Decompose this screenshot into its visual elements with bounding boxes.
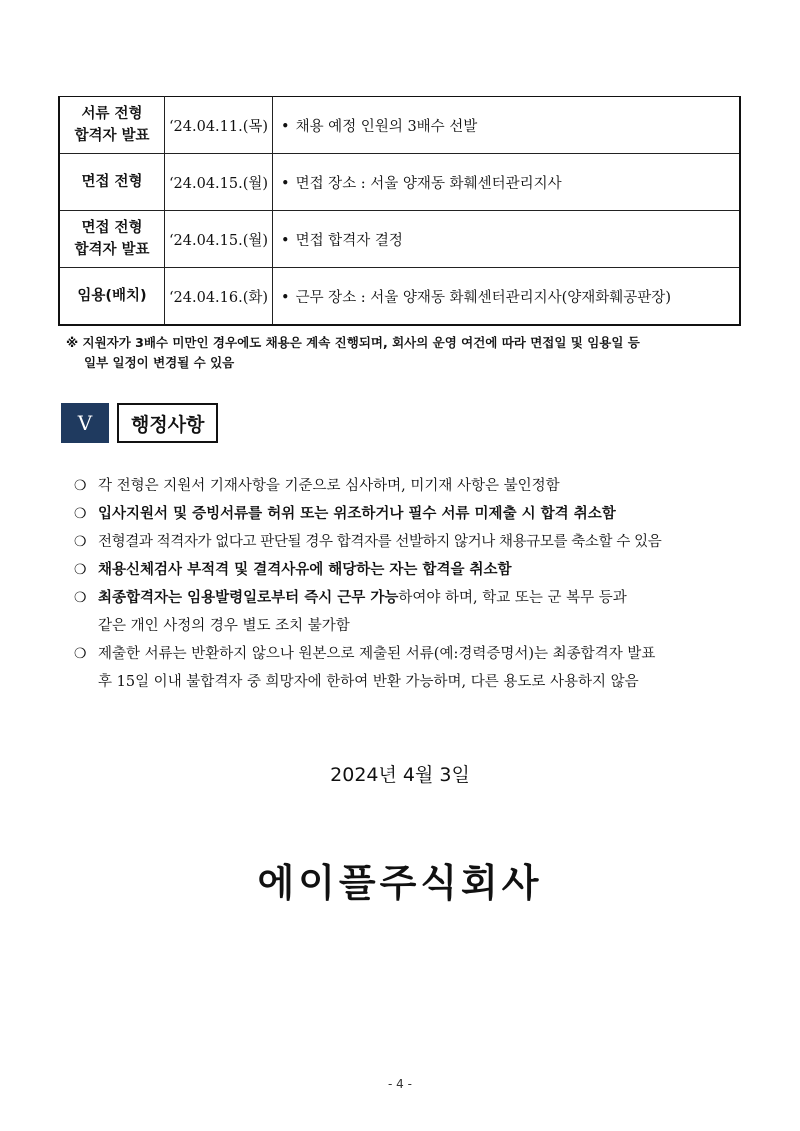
page-number: - 4 - <box>388 1077 412 1091</box>
stage-label: 합격자 발표 <box>74 128 150 144</box>
date-cell: ‘24.04.16.(화) <box>165 268 273 326</box>
item-bold-text: 최종합격자는 임용발령일로부터 즉시 근무 가능 <box>98 590 399 606</box>
description-cell <box>273 211 741 268</box>
stage-label: 임용(배치) <box>77 288 147 304</box>
bullet-icon: • <box>281 118 290 135</box>
list-item <box>74 500 754 528</box>
stage-label: 면접 전형 <box>81 220 143 236</box>
stage-cell <box>59 211 165 268</box>
description-cell <box>273 97 741 154</box>
circle-bullet-icon: ❍ <box>74 478 87 494</box>
item-text <box>98 584 754 612</box>
stage-cell <box>59 268 165 326</box>
document-date: 2024년 4월 3일 <box>330 764 470 786</box>
bullet-icon: • <box>281 175 290 192</box>
stage-label: 합격자 발표 <box>74 242 150 258</box>
section-title: 행정사항 <box>117 403 218 443</box>
item-text: 제출한 서류는 반환하지 않으나 원본으로 제출된 서류(예:경력증명서)는 최종합격자 발표 <box>98 646 656 662</box>
admin-items-list <box>74 472 754 696</box>
circle-bullet-icon: ❍ <box>74 590 87 606</box>
description-text: 면접 장소 : 서울 양재동 화훼센터관리지사 <box>295 175 562 192</box>
list-item <box>74 528 754 556</box>
section-number: V <box>61 403 109 443</box>
date-cell: ‘24.04.15.(월) <box>165 211 273 268</box>
schedule-note <box>66 333 746 373</box>
table-row <box>59 268 740 326</box>
table-row <box>59 97 740 154</box>
description-text: 면접 합격자 결정 <box>295 232 403 249</box>
circle-bullet-icon: ❍ <box>74 534 87 550</box>
item-text: 채용신체검사 부적격 및 결격사유에 해당하는 자는 합격을 취소함 <box>98 562 512 578</box>
item-rest-text: 하여야 하며, 학교 또는 군 복무 등과 <box>398 590 627 606</box>
date-cell: ‘24.04.11.(목) <box>165 97 273 154</box>
list-item <box>74 640 754 668</box>
description-cell <box>273 154 741 211</box>
item-continuation: 후 15일 이내 불합격자 중 희망자에 한하여 반환 가능하며, 다른 용도로 사용하지 않음 <box>98 674 639 690</box>
bullet-icon: • <box>281 232 290 249</box>
list-item <box>74 472 754 500</box>
item-continuation: 같은 개인 사정의 경우 별도 조치 불가함 <box>98 618 350 634</box>
stage-cell <box>59 154 165 211</box>
description-text: 채용 예정 인원의 3배수 선발 <box>295 118 478 135</box>
note-line: 일부 일정이 변경될 수 있음 <box>84 355 235 370</box>
item-text: 전형결과 적격자가 없다고 판단될 경우 합격자를 선발하지 않거나 채용규모를 축소할 수 있음 <box>98 534 662 550</box>
date-cell: ‘24.04.15.(월) <box>165 154 273 211</box>
circle-bullet-icon: ❍ <box>74 646 87 662</box>
schedule-table <box>58 96 741 326</box>
list-item <box>74 556 754 584</box>
company-name: 에이플주식회사 <box>257 861 543 905</box>
circle-bullet-icon: ❍ <box>74 562 87 578</box>
stage-cell <box>59 97 165 154</box>
stage-label: 서류 전형 <box>81 106 143 122</box>
list-item <box>74 584 754 612</box>
item-text: 입사지원서 및 증빙서류를 허위 또는 위조하거나 필수 서류 미제출 시 합격 취소함 <box>98 506 616 522</box>
description-cell <box>273 268 741 326</box>
item-text: 각 전형은 지원서 기재사항을 기준으로 심사하며, 미기재 사항은 불인정함 <box>98 478 560 494</box>
section-header <box>61 403 218 443</box>
note-line: ※ 지원자가 3배수 미만인 경우에도 채용은 계속 진행되며, 회사의 운영 여건에 따라 면접일 및 임용일 등 <box>66 335 640 350</box>
table-row <box>59 211 740 268</box>
stage-label: 면접 전형 <box>81 174 143 190</box>
table-row <box>59 154 740 211</box>
circle-bullet-icon: ❍ <box>74 506 87 522</box>
bullet-icon: • <box>281 289 290 306</box>
description-text: 근무 장소 : 서울 양재동 화훼센터관리지사(양재화훼공판장) <box>295 289 671 306</box>
